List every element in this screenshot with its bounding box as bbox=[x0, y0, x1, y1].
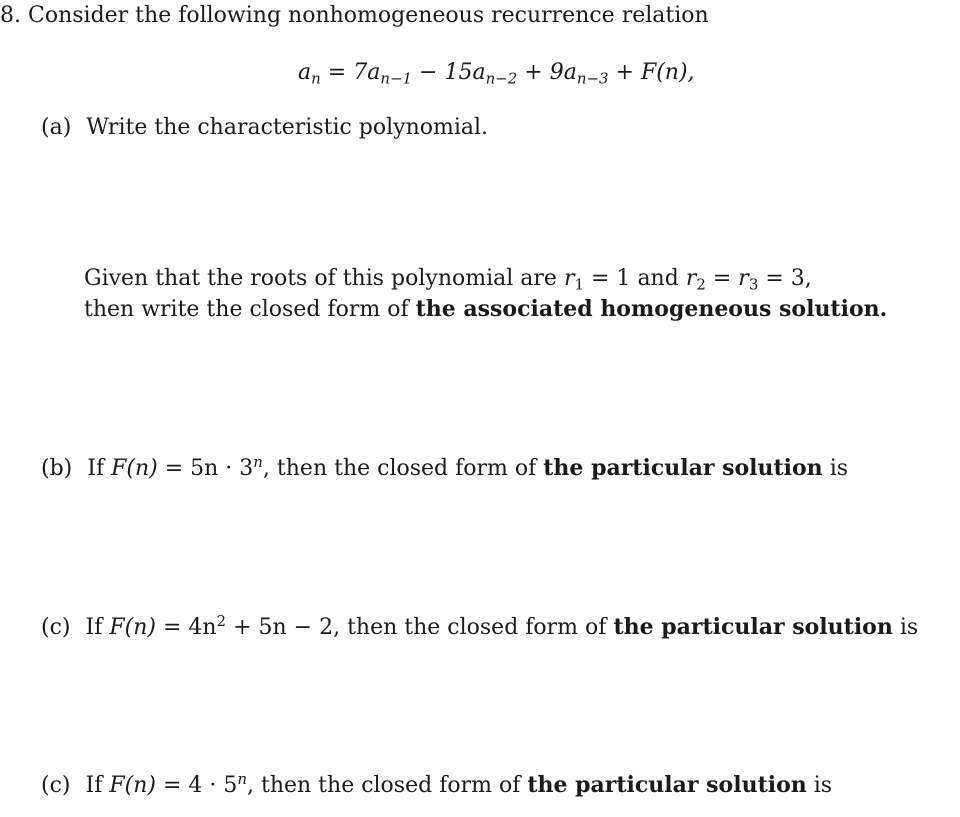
eq-equals: = bbox=[327, 60, 347, 85]
part-b-end: is bbox=[829, 456, 849, 481]
part-c1-bold: the particular solution bbox=[613, 614, 893, 640]
eq-term3-sub: n−3 bbox=[576, 69, 609, 88]
part-c-first bbox=[41, 611, 919, 641]
part-c1-rest: + 5n − 2, bbox=[233, 615, 341, 640]
root-r2: r bbox=[685, 266, 697, 291]
eq-term1-sub: n−1 bbox=[380, 69, 413, 88]
part-c2-exponent: n bbox=[237, 769, 247, 788]
eq-op1: − bbox=[419, 60, 438, 85]
part-c1-function: F(n) bbox=[109, 615, 156, 640]
root-r1: r bbox=[563, 266, 575, 291]
part-b-expression: = 5n · 3 bbox=[164, 456, 254, 481]
eq-lhs: a bbox=[298, 60, 312, 85]
part-c1-label: (c) bbox=[41, 615, 71, 640]
part-b-label: (b) bbox=[41, 456, 73, 481]
part-c2-tail: , then the closed form of bbox=[247, 773, 521, 798]
part-c2-if: If bbox=[85, 773, 103, 798]
part-b bbox=[41, 452, 849, 482]
eq-term3: 9a bbox=[549, 60, 577, 85]
part-c2-label: (c) bbox=[41, 773, 71, 798]
part-c1-exponent: 2 bbox=[216, 611, 227, 630]
eq-op3: + bbox=[615, 60, 634, 85]
part-c1-tail: then the closed form of bbox=[347, 615, 607, 640]
part-b-function: F(n) bbox=[111, 456, 158, 481]
part-c2-function: F(n) bbox=[109, 773, 156, 798]
root-r1-value: = 1 bbox=[591, 266, 631, 291]
given-and: and bbox=[637, 266, 679, 291]
part-b-exponent: n bbox=[253, 452, 263, 471]
given-intro: Given that the roots of this polynomial are bbox=[84, 266, 557, 291]
part-c2-bold: the particular solution bbox=[527, 772, 807, 798]
given-line-1 bbox=[84, 266, 812, 292]
question-intro: Consider the following nonhomogeneous recurrence relation bbox=[28, 3, 709, 28]
part-b-if: If bbox=[87, 456, 105, 481]
part-c2-expression: = 4 · 5 bbox=[162, 773, 238, 798]
root-r2-sub: 2 bbox=[696, 275, 706, 294]
part-c-second bbox=[41, 769, 833, 799]
part-b-tail: , then the closed form of bbox=[262, 456, 537, 481]
part-c1-expression: = 4n bbox=[162, 615, 217, 640]
part-a-text: Write the characteristic polynomial. bbox=[86, 115, 489, 140]
given-line2-bold: the associated homogeneous solution. bbox=[415, 296, 888, 322]
question-number: 8. bbox=[0, 3, 21, 28]
part-c1-end: is bbox=[899, 615, 919, 640]
given-line-2 bbox=[84, 296, 887, 323]
given-line2-text: then write the closed form of bbox=[84, 297, 409, 322]
part-c2-end: is bbox=[813, 773, 833, 798]
question-header bbox=[0, 3, 709, 29]
part-a bbox=[41, 115, 488, 141]
eq-lhs-sub: n bbox=[311, 69, 321, 88]
root-equals: = bbox=[712, 266, 732, 291]
recurrence-equation bbox=[298, 60, 695, 86]
eq-op2: + bbox=[524, 60, 543, 85]
part-b-bold: the particular solution bbox=[543, 455, 823, 481]
root-r3-sub: 3 bbox=[748, 275, 759, 294]
eq-term2: 15a bbox=[444, 60, 486, 85]
eq-term2-sub: n−2 bbox=[485, 69, 518, 88]
eq-term1: 7a bbox=[353, 60, 381, 85]
part-a-label: (a) bbox=[41, 115, 72, 140]
root-r3-value: = 3, bbox=[765, 266, 812, 291]
root-r3: r bbox=[738, 266, 749, 291]
part-c1-if: If bbox=[85, 615, 103, 640]
eq-term4: F(n), bbox=[640, 60, 695, 85]
root-r1-sub: 1 bbox=[574, 275, 584, 294]
